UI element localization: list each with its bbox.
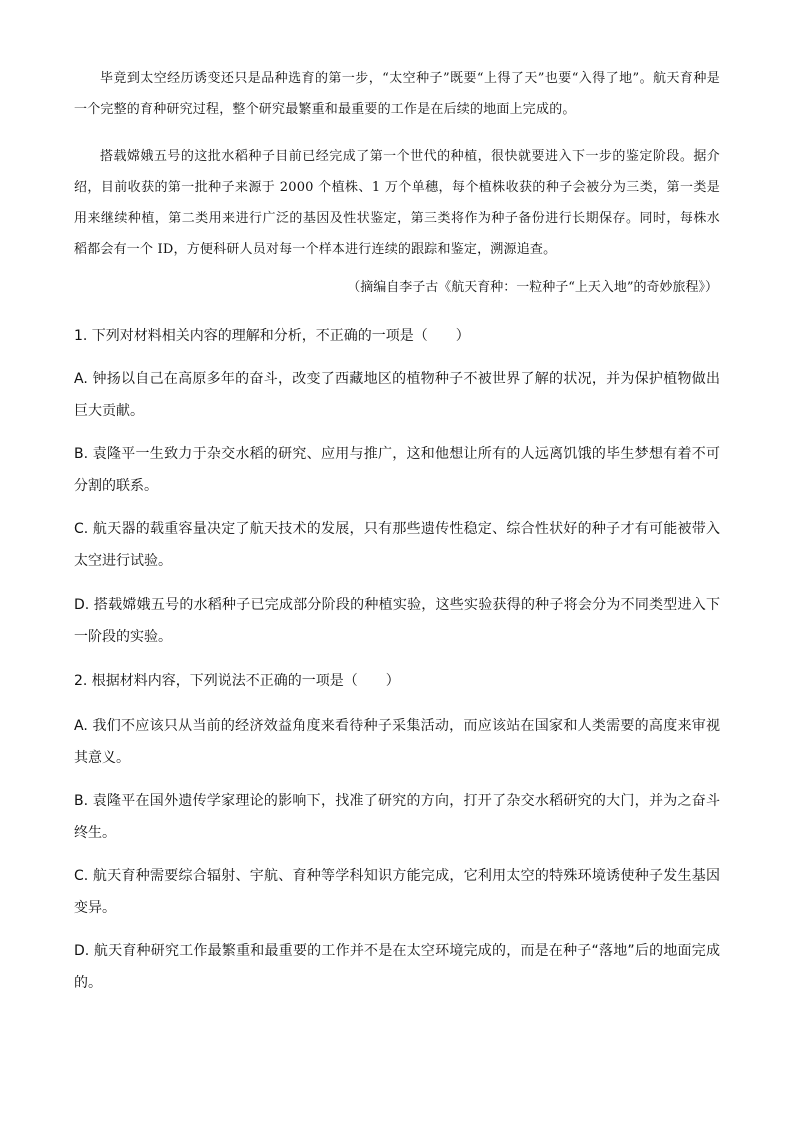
question-2-option-c: C. 航天育种需要综合辐射、宇航、育种等学科知识方能完成，它利用太空的特殊环境诱使种子发生基因变异。 [74,868,720,916]
question-1-stem: 1. 下列对材料相关内容的理解和分析，不正确的一项是（ ） [74,328,470,344]
passage-paragraph-2: 搭载嫦娥五号的这批水稻种子目前已经完成了第一个世代的种植，很快就要进入下一步的鉴定阶段。据介绍，目前收获的第一批种子来源于 2000 个植株、1 万个单穗，每个植株收获的种子会被分为三类，第一类是用来继续种植，第二类用来进行广泛的基因及性状鉴定，第三类将作为种子备份进行长期保存。同时，每株水稻都会有一个 ID，方便科研人员对每一个样本进行连续的跟踪和鉴定，溯源追查。 [74,149,720,257]
question-2-option-a: A. 我们不应该只从当前的经济效益角度来看待种子采集活动，而应该站在国家和人类需要的高度来审视其意义。 [74,718,720,766]
passage-source: （摘编自李子古《航天育种：一粒种子“上天入地”的奇妙旅程》） [347,280,718,295]
passage-paragraph-1: 毕竟到太空经历诱变还只是品种选育的第一步，“太空种子”既要“上得了天”也要“入得了地”。航天育种是一个完整的育种研究过程，整个研究最繁重和最重要的工作是在后续的地面上完成的。 [74,71,720,117]
question-2-option-b: B. 袁隆平在国外遗传学家理论的影响下，找准了研究的方向，打开了杂交水稻研究的大门，并为之奋斗终生。 [74,793,720,841]
question-1-option-b: B. 袁隆平一生致力于杂交水稻的研究、应用与推广，这和他想让所有的人远离饥饿的毕生梦想有着不可分割的联系。 [74,446,720,494]
question-1-option-a: A. 钟扬以自己在高原多年的奋斗，改变了西藏地区的植物种子不被世界了解的状况，并为保护植物做出巨大贡献。 [74,371,720,419]
question-1-option-c: C. 航天器的载重容量决定了航天技术的发展，只有那些遗传性稳定、综合性状好的种子才有可能被带入太空进行试验。 [74,521,720,569]
question-2-option-d: D. 航天育种研究工作最繁重和最重要的工作并不是在太空环境完成的，而是在种子“落地”后的地面完成的。 [74,943,720,991]
question-2-stem: 2. 根据材料内容，下列说法不正确的一项是（ ） [74,673,400,689]
question-1-option-d: D. 搭载嫦娥五号的水稻种子已完成部分阶段的种植实验，这些实验获得的种子将会分为不同类型进入下一阶段的实验。 [74,597,720,645]
